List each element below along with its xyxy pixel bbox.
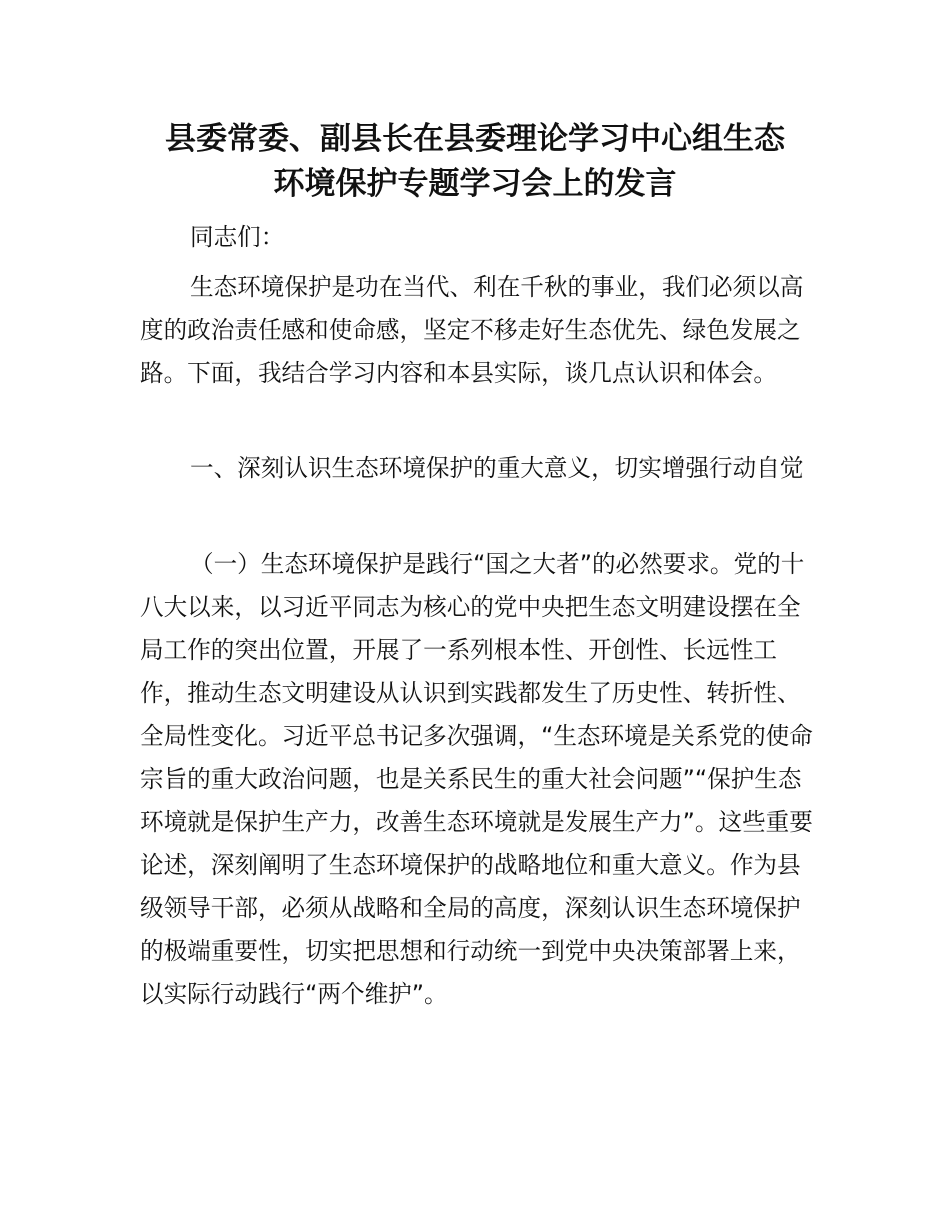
intro-paragraph: 生态环境保护是功在当代、利在千秋的事业，我们必须以高度的政治责任感和使命感，坚定不移走好生态优先、绿色发展之路。下面，我结合学习内容和本县实际，谈几点认识和体会。 bbox=[140, 273, 804, 387]
document-title-line-1: 县委常委、副县长在县委理论学习中心组生态 bbox=[165, 121, 785, 157]
subsection-paragraph-1: （一）生态环境保护是践行“国之大者”的必然要求。党的十八大以来，以习近平同志为核心的党中央把生态文明建设摆在全局工作的突出位置，开展了一系列根本性、开创性、长远性工作，推动生态文明建设从认识到实践都发生了历史性、转折性、全局性变化。习近平总书记多次强调，“生态环境是关系党的使命宗旨的重大政治问题，也是关系民生的重大社会问题”“保护生态环境就是保护生产力，改善生态环境就是发展生产力”。这些重要论述，深刻阐明了生态环境保护的战略地位和重大意义。作为县级领导干部，必须从战略和全局的高度，深刻认识生态环境保护的极端重要性，切实把思想和行动统一到党中央决策部署上来，以实际行动践行“两个维护”。 bbox=[140, 550, 813, 1008]
greeting-paragraph: 同志们： bbox=[190, 223, 285, 251]
document-title-line-2: 环境保护专题学习会上的发言 bbox=[273, 166, 677, 202]
section-heading-1: 一、深刻认识生态环境保护的重大意义，切实增强行动自觉 bbox=[190, 454, 804, 482]
